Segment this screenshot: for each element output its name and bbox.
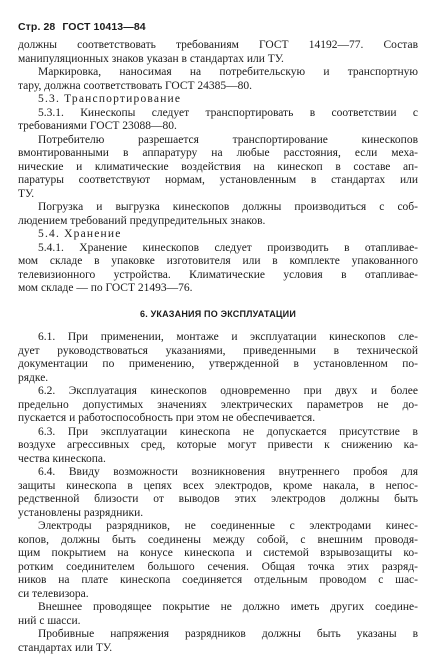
text-line: чества кинескопа. bbox=[18, 453, 418, 467]
text-line: 6.3. При эксплуатации кинескопа не допускается присутствие в bbox=[18, 426, 418, 440]
text-line: документации по применению, утвержденной в установленном по- bbox=[18, 358, 418, 372]
text-line: паратуры соответствуют нормам, установленным в стандартах или bbox=[18, 174, 418, 188]
text-line: людением требований предупредительных знаков. bbox=[18, 215, 418, 229]
text-line: копов, должны быть соединены между собой, с внешним проводя- bbox=[18, 534, 418, 548]
text-line: ний с шасси. bbox=[18, 615, 418, 629]
text-line: Маркировка, наносимая на потребительскую и транспортную bbox=[18, 66, 418, 80]
text-line: дует руководствоваться указаниями, приведенными в технической bbox=[18, 345, 418, 359]
subsection-title: 5.4. Хранение bbox=[18, 228, 418, 242]
subsection-title: 5.3. Транспортирование bbox=[18, 93, 418, 107]
text-line: воздухе агрессивных сред, которые могут привести к снижению ка- bbox=[18, 439, 418, 453]
text-line: 5.4.1. Хранение кинескопов следует производить в отапливае- bbox=[18, 242, 418, 256]
text-line: пускается и работоспособность при этом не обеспечивается. bbox=[18, 412, 418, 426]
text-line: ротким соединителем большого сечения. Общая точка этих разряд- bbox=[18, 561, 418, 575]
text-line: стандартах или ТУ. bbox=[18, 642, 418, 655]
text-line: нические и климатические воздействия на кинескоп в составе ап- bbox=[18, 161, 418, 175]
text-line: манипуляционных знаков указан в стандартах или ТУ. bbox=[18, 53, 418, 67]
text-line: защиты кинескопа в цепях всех электродов, кроме накала, в непос- bbox=[18, 480, 418, 494]
text-line: должны соответствовать требованиям ГОСТ 14192—77. Состав bbox=[18, 39, 418, 53]
text-line: 6.1. При применении, монтаже и эксплуатации кинескопов сле- bbox=[18, 331, 418, 345]
text-line: установлены разрядники. bbox=[18, 507, 418, 521]
text-line: Внешнее проводящее покрытие не должно иметь других соедине- bbox=[18, 601, 418, 615]
section-heading: 6. УКАЗАНИЯ ПО ЭКСПЛУАТАЦИИ bbox=[18, 308, 418, 322]
page-number: Стр. 28 bbox=[18, 21, 55, 33]
text-line: мом складе в упаковке изготовителя или в комплекте упакованного bbox=[18, 255, 418, 269]
text-line: телевизионного устройства. Климатические условия в отапливае- bbox=[18, 269, 418, 283]
text-line: редственной близости от выводов этих электродов должны быть bbox=[18, 493, 418, 507]
text-line: 6.2. Эксплуатация кинескопов одновременно при двух и более bbox=[18, 385, 418, 399]
text-line: Пробивные напряжения разрядников должны быть указаны в bbox=[18, 628, 418, 642]
text-line: тару, должна соответствовать ГОСТ 24385—80. bbox=[18, 80, 418, 94]
text-line: вмонтированными в аппаратуру на любые расстояния, если меха- bbox=[18, 147, 418, 161]
running-head bbox=[18, 21, 150, 33]
text-line: си телевизора. bbox=[18, 588, 418, 602]
text-line: Электроды разрядников, не соединенные с электродами кинес- bbox=[18, 520, 418, 534]
text-line: 5.3.1. Кинескопы следует транспортировать в соответствии с bbox=[18, 107, 418, 121]
standard-designation: ГОСТ 10413—84 bbox=[62, 21, 145, 33]
text-line: щим покрытием на конусе кинескопа и системой взрывозащиты ко- bbox=[18, 547, 418, 561]
text-line: Погрузка и выгрузка кинескопов должны производиться с соб- bbox=[18, 201, 418, 215]
body-text bbox=[18, 39, 418, 655]
text-line: Потребителю разрешается транспортирование кинескопов bbox=[18, 134, 418, 148]
text-line: 6.4. Ввиду возможности возникновения внутреннего пробоя для bbox=[18, 466, 418, 480]
text-line: ТУ. bbox=[18, 188, 418, 202]
text-line: мом складе — по ГОСТ 21493—76. bbox=[18, 282, 418, 296]
text-line: рядке. bbox=[18, 372, 418, 386]
text-line: предельно допустимых значениях электрических параметров не до- bbox=[18, 399, 418, 413]
text-line: требованиями ГОСТ 23088—80. bbox=[18, 120, 418, 134]
text-line: ников на плате кинескопа соединяется отдельным проводом с шас- bbox=[18, 574, 418, 588]
